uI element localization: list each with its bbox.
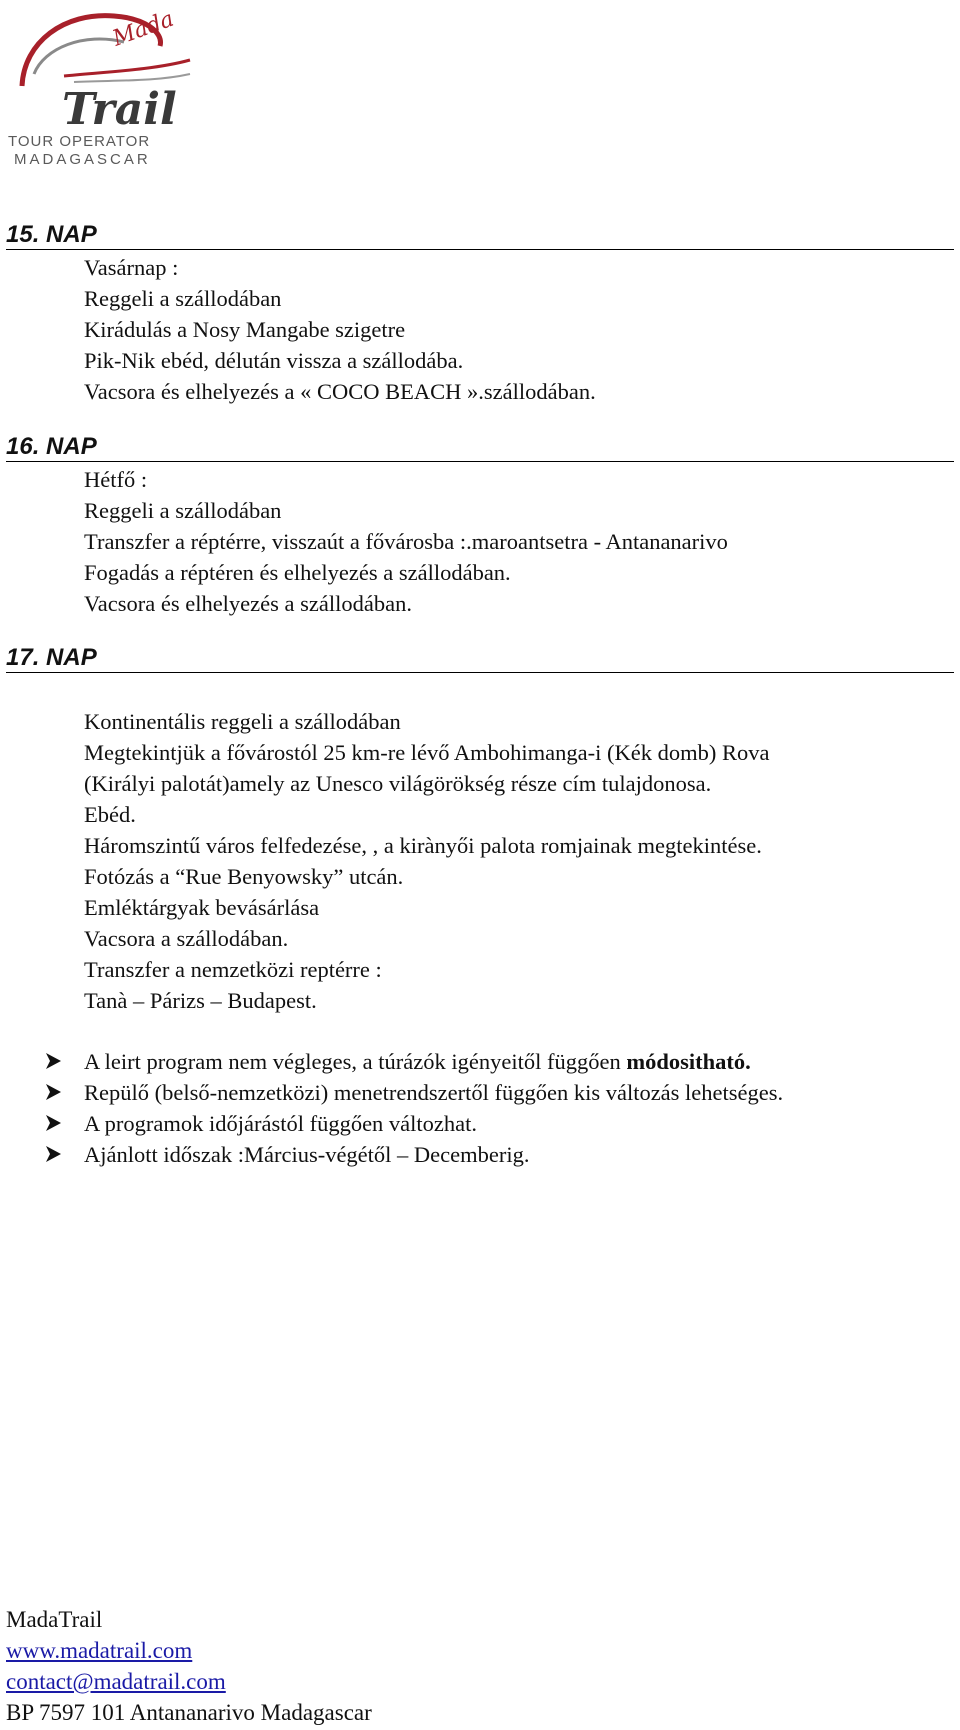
- itinerary-line: Pik-Nik ebéd, délután vissza a szállodába.: [84, 348, 464, 373]
- arrow-bullet-icon: [44, 1052, 62, 1070]
- svg-text:Mada: Mada: [109, 6, 178, 52]
- itinerary-line: Vacsora és elhelyezés a « COCO BEACH ».szállodában.: [84, 379, 596, 404]
- day-word: NAP: [46, 433, 97, 460]
- itinerary-line: Kirádulás a Nosy Mangabe szigetre: [84, 317, 406, 342]
- itinerary-line: Megtekintjük a fővárostól 25 km-re lévő Ambohimanga-i (Kék domb) Rova: [84, 740, 770, 765]
- note-text: A programok időjárástól függően változhat.: [84, 1111, 478, 1136]
- notes-list: [44, 1046, 783, 1170]
- day-number: 16.: [6, 433, 40, 460]
- note-text: Ajánlott időszak :Március-végétől – Decemberig.: [84, 1142, 530, 1167]
- itinerary-line: Kontinentális reggeli a szállodában: [84, 709, 401, 734]
- svg-text:TOUR OPERATOR: TOUR OPERATOR: [8, 133, 151, 150]
- day-17-itinerary: [84, 706, 769, 1016]
- day-word: NAP: [46, 221, 97, 248]
- day-heading: [6, 645, 954, 673]
- itinerary-line: Vasárnap :: [84, 255, 179, 280]
- itinerary-line: Vacsora és elhelyezés a szállodában.: [84, 591, 412, 616]
- day-number: 17.: [6, 644, 40, 671]
- itinerary-line: Tanà – Párizs – Budapest.: [84, 988, 317, 1013]
- itinerary-line: Vacsora a szállodában.: [84, 926, 289, 951]
- itinerary-line: Fotózás a “Rue Benyowsky” utcán.: [84, 864, 404, 889]
- svg-text:MADAGASCAR: MADAGASCAR: [14, 151, 151, 168]
- arrow-bullet-icon: [44, 1083, 62, 1101]
- note-item: [44, 1046, 783, 1077]
- itinerary-line: Emléktárgyak bevásárlása: [84, 895, 320, 920]
- footer-company: MadaTrail: [6, 1607, 103, 1632]
- itinerary-line: Reggeli a szállodában: [84, 286, 282, 311]
- itinerary-line: Transzfer a réptérre, visszaút a fővárosba :.maroantsetra - Antananarivo: [84, 529, 728, 554]
- note-text: A leirt program nem végleges, a túrázók igényeitől függően: [84, 1049, 627, 1074]
- day-word: NAP: [46, 644, 97, 671]
- note-text: Repülő (belső-nemzetközi) menetrendszertől függően kis változás lehetséges.: [84, 1080, 784, 1105]
- day-number: 15.: [6, 221, 40, 248]
- website-link[interactable]: www.madatrail.com: [6, 1638, 193, 1663]
- logo-graphic: [4, 2, 196, 170]
- footer: [6, 1604, 372, 1728]
- svg-text:Trail: Trail: [62, 84, 177, 135]
- note-item: [44, 1139, 783, 1170]
- company-logo: [4, 2, 196, 170]
- itinerary-line: (Királyi palotát)amely az Unesco világörökség része cím tulajdonosa.: [84, 771, 712, 796]
- email-link[interactable]: contact@madatrail.com: [6, 1669, 226, 1694]
- note-item: [44, 1077, 783, 1108]
- note-emphasis: módositható.: [626, 1049, 751, 1074]
- day-heading: [6, 434, 954, 462]
- itinerary-line: Reggeli a szállodában: [84, 498, 282, 523]
- itinerary-line: Ebéd.: [84, 802, 136, 827]
- note-item: [44, 1108, 783, 1139]
- itinerary-line: Transzfer a nemzetközi reptérre :: [84, 957, 382, 982]
- day-heading: [6, 222, 954, 250]
- day-15-itinerary: [84, 252, 596, 407]
- day-16-itinerary: [84, 464, 728, 619]
- itinerary-line: Hétfő :: [84, 467, 148, 492]
- footer-address: BP 7597 101 Antananarivo Madagascar: [6, 1700, 372, 1725]
- arrow-bullet-icon: [44, 1114, 62, 1132]
- itinerary-line: Fogadás a réptéren és elhelyezés a szállodában.: [84, 560, 511, 585]
- arrow-bullet-icon: [44, 1145, 62, 1163]
- itinerary-line: Háromszintű város felfedezése, , a kirànyői palota romjainak megtekintése.: [84, 833, 762, 858]
